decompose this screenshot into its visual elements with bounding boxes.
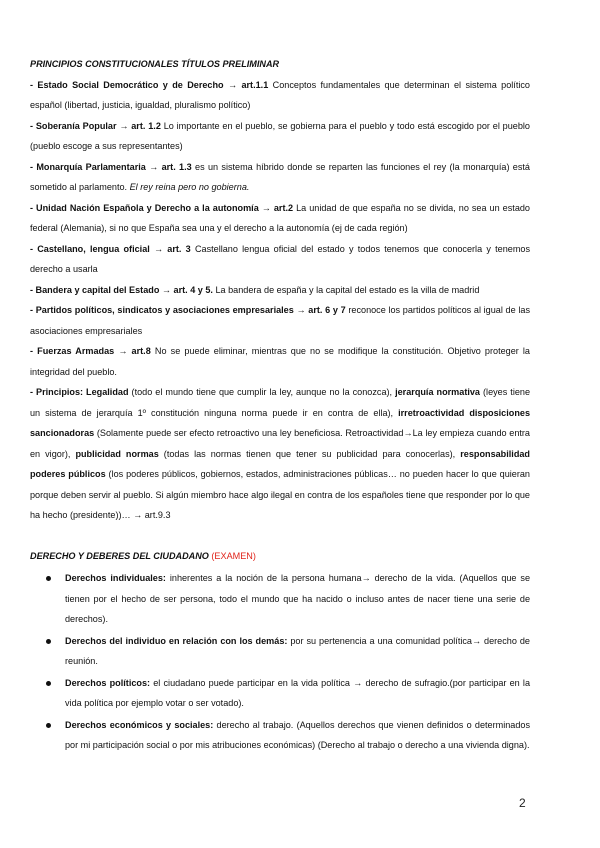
principles-text: (leyes tiene un sistema de jerarquía 1º constitución ninguna norma puede ir en contra de ella),	[30, 387, 531, 418]
principles-lead: - Principios: Legalidad	[30, 387, 129, 397]
principle-lead: - Bandera y capital del Estado → art. 4 y 5.	[30, 284, 213, 295]
right-lead: Derechos del individuo en relación con los demás:	[65, 635, 288, 646]
principle-item	[30, 198, 530, 239]
principle-text: es un sistema híbrido donde se reparten las funciones el rey (la monarquía) está sometido al parlamento.	[30, 161, 530, 192]
list-item	[30, 673, 530, 714]
principle-term: irretroactividad disposiciones sancionadoras	[30, 407, 530, 438]
principle-text: Conceptos fundamentales que determinan el sistema político español (libertad, justicia, igualdad, pluralismo político)	[30, 79, 530, 110]
page-number: 2	[519, 796, 526, 810]
right-lead: Derechos individuales:	[65, 573, 166, 583]
rights-list	[30, 568, 530, 756]
list-item	[30, 715, 530, 756]
principle-term: publicidad normas	[75, 448, 159, 459]
bullet-icon	[46, 723, 51, 728]
principle-text: La bandera de españa y la capital del estado es la villa de madrid	[212, 284, 480, 295]
principle-lead: - Fuerzas Armadas → art.8	[30, 346, 151, 356]
bullet-icon	[46, 576, 51, 581]
principle-term: jerarquía normativa	[395, 387, 480, 397]
list-item	[30, 568, 530, 630]
right-text: el ciudadano puede participar en la vida política → derecho de sufragio.(por participar en la vida política por ejemplo votar o ser votado).	[65, 677, 531, 708]
right-text: por su pertenencia a una comunidad política→ derecho de reunión.	[65, 635, 530, 666]
principle-lead: - Estado Social Democrático y de Derecho → art.1.1	[30, 79, 269, 90]
right-lead: Derechos económicos y sociales:	[65, 719, 214, 730]
section-title-text: DERECHO Y DEBERES DEL CIUDADANO	[30, 550, 209, 561]
principles-paragraph	[30, 382, 530, 526]
principle-italic-note: El rey reina pero no gobierna.	[129, 182, 250, 192]
principle-term: responsabilidad poderes públicos	[30, 448, 530, 479]
right-text: derecho al trabajo. (Aquellos derechos que vienen definidos o determinados por mi participación social o por mis atribuciones económicas) (Derecho al trabajo o derecho a una vivienda digna).	[65, 719, 531, 750]
principle-lead: - Unidad Nación Española y Derecho a la autonomía → art.2	[30, 202, 294, 213]
principle-text: Lo importante en el pueblo, se gobierna para el pueblo y todo está escogido por el pueblo (pueblo escoge a sus representantes)	[30, 120, 530, 151]
principles-text: (Solamente puede ser efecto retroactivo una ley beneficiosa. Retroactividad→La ley empieza cuando entra en vigor),	[30, 428, 530, 459]
principle-item	[30, 75, 530, 116]
principle-lead: - Soberanía Popular → art. 1.2	[30, 120, 161, 131]
list-item	[30, 631, 530, 672]
principle-item	[30, 116, 530, 157]
bullet-icon	[46, 681, 51, 686]
principle-lead: - Castellano, lengua oficial → art. 3	[30, 243, 191, 254]
principle-item	[30, 239, 530, 280]
principles-text: (todo el mundo tiene que cumplir la ley, aunque no la conozca),	[128, 387, 396, 397]
right-text: inherentes a la noción de la persona humana→ derecho de la vida. (Aquellos que se tienen por el hecho de ser persona, todo el mundo que ha nacido o incluso antes de nacer tiene una serie de derechos).	[65, 573, 531, 624]
principle-item	[30, 300, 530, 341]
principle-text: reconoce los partidos políticos al igual de las asociaciones empresariales	[30, 305, 530, 336]
section-title-principios: PRINCIPIOS CONSTITUCIONALES TÍTULOS PRELIMINAR	[30, 59, 280, 69]
principles-text: (todas las normas tienen que tener su publicidad para conocerlas),	[158, 448, 461, 459]
bullet-icon	[46, 639, 51, 644]
principle-item	[30, 280, 530, 301]
principles-text: (los poderes públicos, gobiernos, estados, administraciones públicas… no pueden hacer lo que quieran porque deben servir al pueblo. Si algún miembro hace algo ilegal en contra de los españoles tiene que responder por lo que ha hecho (presidente))… → art.9.3	[30, 469, 530, 520]
right-lead: Derechos políticos:	[65, 677, 151, 688]
exam-tag: (EXAMEN)	[211, 550, 256, 561]
principle-text: No se puede eliminar, mientras que no se modifique la constitución. Objetivo proteger la integridad del pueblo.	[30, 346, 530, 377]
section-title-derechos	[30, 546, 530, 567]
principle-lead: - Monarquía Parlamentaria → art. 1.3	[30, 161, 192, 172]
principle-lead: - Partidos políticos, sindicatos y asociaciones empresariales → art. 6 y 7	[30, 305, 346, 315]
principle-text: La unidad de que españa no se divida, no sea un estado federal (Alemania), si no que España sea una y el derecho a la autonomía (ej de cada región)	[30, 202, 530, 233]
principle-text: Castellano lengua oficial del estado y todos tenemos que conocerla y tenemos derecho a usarla	[30, 243, 530, 274]
page-content	[30, 54, 530, 757]
principle-item	[30, 341, 530, 382]
principle-item	[30, 157, 530, 198]
